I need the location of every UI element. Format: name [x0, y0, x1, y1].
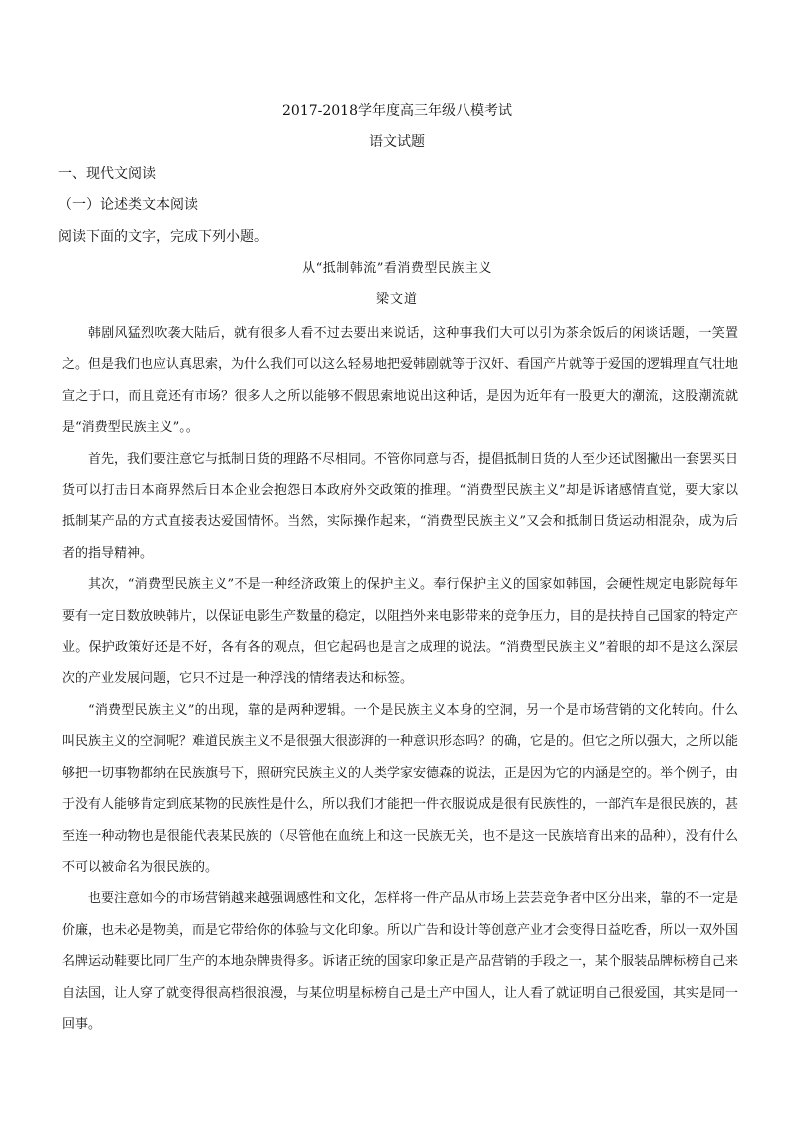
article-paragraph: 首先，我们要注意它与抵制日货的理路不尽相同。不管你同意与否，提倡抵制日货的人至少还试图撇出一套罢买日货可以打击日本商界然后日本企业会抱怨日本政府外交政策的推理。“消费型民族主义”却是诉诸感情直觉，要大家以抵制某产品的方式直接表达爱国情怀。当然，实际操作起来，“消费型民族主义”又会和抵制日货运动相混杂，成为后者的指导精神。 [62, 451, 739, 561]
article-paragraph: 其次，“消费型民族主义”不是一种经济政策上的保护主义。奉行保护主义的国家如韩国，会硬性规定电影院每年要有一定日数放映韩片，以保证电影生产数量的稳定，以阻挡外来电影带来的竞争压力，目的是扶持自己国家的特定产业。保护政策好还是不好，各有各的观点，但它起码也是言之成理的说法。“消费型民族主义”着眼的却不是这么深层次的产业发展问题，它只不过是一种浮浅的情绪表达和标签。 [62, 577, 739, 687]
article-body [62, 318, 738, 1040]
exam-title: 2017-2018学年度高三年级八模考试 [282, 103, 512, 119]
article-paragraph: 韩剧风猛烈吹袭大陆后，就有很多人看不过去要出来说话，这种事我们大可以引为茶余饭后的闲谈话题，一笑置之。但是我们也应认真思索，为什么我们可以这么轻易地把爱韩剧就等于汉奸、看国产片就等于爱国的逻辑理直气壮地宣之于口，而且竟还有市场？很多人之所以能够不假思索地说出这种话，是因为近年有一股更大的潮流，这股潮流就是“消费型民族主义”。。 [62, 326, 739, 436]
subject-title: 语文试题 [369, 134, 425, 150]
section-heading: 一、现代文阅读 [58, 166, 156, 182]
article-title: 从“抵制韩流”看消费型民族主义 [302, 261, 492, 276]
article-author: 梁文道 [375, 292, 418, 307]
subsection-heading: （一）论述类文本阅读 [58, 197, 198, 213]
article-paragraph: 也要注意如今的市场营销越来越强调感性和文化，怎样将一件产品从市场上芸芸竞争者中区分出来，靠的不一定是价廉，也未必是物美，而是它带给你的体验与文化印象。所以广告和设计等创意产业才会变得日益吃香，所以一双外国名牌运动鞋要比同厂生产的本地杂牌贵得多。诉诸正统的国家印象正是产品营销的手段之一，某个服装品牌标榜自己来自法国，让人穿了就变得很高档很浪漫，与某位明星标榜自己是土产中国人，让人看了就证明自己很爱国，其实是同一回事。 [62, 891, 739, 1032]
reading-instruction: 阅读下面的文字，完成下列小题。 [58, 229, 268, 245]
article-paragraph: “消费型民族主义”的出现，靠的是两种逻辑。一个是民族主义本身的空洞，另一个是市场营销的文化转向。什么叫民族主义的空洞呢？难道民族主义不是很强大很澎湃的一种意识形态吗？的确，它是的。但它之所以强大，之所以能够把一切事物都纳在民族旗号下，照研究民族主义的人类学家安德森的说法，正是因为它的内涵是空的。举个例子，由于没有人能够肯定到底某物的民族性是什么，所以我们才能把一件衣服说成是很有民族性的，一部汽车是很民族的，甚至连一种动物也是很能代表某民族的（尽管他在血统上和这一民族无关，也不是这一民族培育出来的品种），没有什么不可以被命名为很民族的。 [62, 702, 739, 875]
